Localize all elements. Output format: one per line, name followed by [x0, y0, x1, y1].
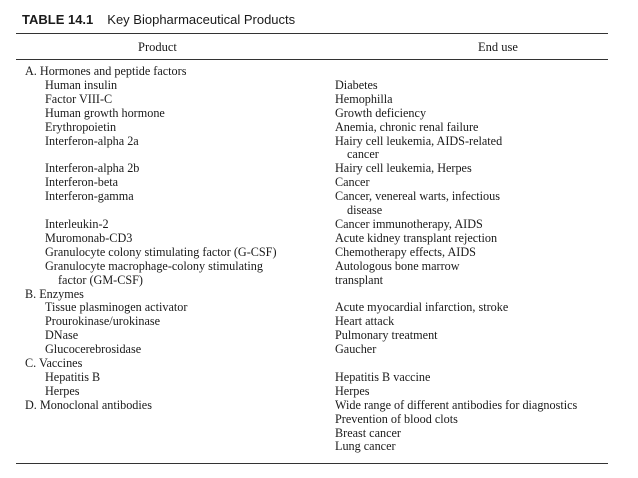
end-use-text: Lung cancer: [335, 439, 396, 454]
table-row: [0, 107, 638, 121]
product-cell: Interferon-alpha 2a: [45, 133, 139, 148]
end-use-text: Cancer immunotherapy, AIDS: [335, 216, 483, 231]
end-use-text: Cancer: [335, 175, 370, 190]
end-use-text: disease: [347, 203, 383, 218]
product-cell: Interleukin-2: [45, 216, 109, 231]
product-cell: Tissue plasminogen activator: [45, 300, 188, 315]
end-use-text: cancer: [347, 147, 379, 162]
end-use-cell: [311, 260, 626, 274]
section-heading: C. Vaccines: [25, 356, 83, 371]
end-use-cell: [311, 204, 626, 218]
table-row: [0, 79, 638, 93]
end-use-cell: [311, 385, 626, 399]
product-cell: Interferon-gamma: [45, 189, 134, 204]
product-cell: [0, 440, 311, 454]
end-use-text: Diabetes: [335, 77, 378, 92]
table-caption: [22, 12, 295, 27]
product-cell: Glucocerebrosidase: [45, 342, 142, 357]
product-cell: Muromonab-CD3: [45, 230, 133, 245]
table-number: TABLE 14.1: [22, 12, 94, 27]
end-use-text: Heart attack: [335, 314, 395, 329]
end-use-text: Hairy cell leukemia, AIDS-related: [335, 133, 503, 148]
section-heading: A. Hormones and peptide factors: [25, 64, 187, 78]
end-use-cell: [311, 148, 626, 162]
product-cell: Granulocyte macrophage-colony stimulating: [45, 258, 263, 273]
table-row: [0, 371, 638, 385]
end-use-cell: [311, 162, 626, 176]
end-use-cell: [311, 343, 626, 357]
product-cell: Herpes: [45, 383, 80, 398]
end-use-cell: [311, 107, 626, 121]
end-use-cell: [311, 357, 626, 371]
table-row: [0, 190, 638, 204]
end-use-cell: [311, 79, 626, 93]
end-use-cell: [311, 399, 626, 413]
table-row: [0, 232, 638, 246]
table-title: Key Biopharmaceutical Products: [107, 12, 296, 27]
section-heading: D. Monoclonal antibodies: [25, 397, 152, 412]
product-cell: Human insulin: [45, 77, 118, 92]
end-use-cell: [311, 440, 626, 454]
end-use-cell: [311, 65, 626, 79]
product-cell: factor (GM-CSF): [58, 272, 143, 287]
table-row: [0, 246, 638, 260]
table-row: [0, 121, 638, 135]
table-row: [0, 274, 638, 288]
table-row: [0, 288, 638, 302]
table-row: [0, 135, 638, 149]
end-use-text: Acute kidney transplant rejection: [335, 230, 498, 245]
table-row: [0, 427, 638, 441]
table-row: [0, 315, 638, 329]
end-use-cell: [311, 413, 626, 427]
end-use-cell: [311, 232, 626, 246]
end-use-text: Wide range of different antibodies for diagnostics: [335, 397, 578, 412]
product-cell: Interferon-alpha 2b: [45, 161, 140, 176]
table-row: [0, 301, 638, 315]
product-cell: Erythropoietin: [45, 119, 117, 134]
product-cell: Prourokinase/urokinase: [45, 314, 161, 329]
product-cell: Granulocyte colony stimulating factor (G-CSF): [45, 244, 277, 259]
header-rule: [16, 59, 608, 60]
bottom-rule: [16, 463, 608, 464]
product-cell: DNase: [45, 328, 79, 343]
end-use-cell: [311, 93, 626, 107]
table-row: [0, 413, 638, 427]
end-use-text: Breast cancer: [335, 425, 401, 440]
table-row: [0, 176, 638, 190]
product-cell: Factor VIII-C: [45, 91, 113, 106]
end-use-text: Anemia, chronic renal failure: [335, 119, 479, 134]
end-use-cell: [311, 315, 626, 329]
table-row: [0, 385, 638, 399]
end-use-text: Hairy cell leukemia, Herpes: [335, 161, 472, 176]
table-row: [0, 148, 638, 162]
product-cell: [0, 148, 311, 162]
table-row: [0, 399, 638, 413]
product-cell: Human growth hormone: [45, 105, 165, 120]
table-row: [0, 329, 638, 343]
product-cell: Interferon-beta: [45, 175, 119, 190]
table-row: [0, 93, 638, 107]
end-use-text: Hemophilla: [335, 91, 393, 106]
end-use-cell: [311, 329, 626, 343]
table-body: [0, 65, 638, 454]
end-use-text: Acute myocardial infarction, stroke: [335, 300, 509, 315]
top-rule: [16, 33, 608, 34]
end-use-cell: [311, 301, 626, 315]
product-cell: Hepatitis B: [45, 369, 101, 384]
end-use-cell: [311, 427, 626, 441]
end-use-text: Pulmonary treatment: [335, 328, 438, 343]
end-use-cell: [311, 190, 626, 204]
table-row: [0, 343, 638, 357]
table-row: [0, 357, 638, 371]
end-use-cell: [311, 288, 626, 302]
end-use-text: Autologous bone marrow: [335, 258, 460, 273]
end-use-cell: [311, 274, 626, 288]
table-row: [0, 260, 638, 274]
product-cell: [0, 413, 311, 427]
end-use-cell: [311, 246, 626, 260]
end-use-text: transplant: [335, 272, 384, 287]
end-use-text: Chemotherapy effects, AIDS: [335, 244, 476, 259]
end-use-text: Hepatitis B vaccine: [335, 369, 431, 384]
end-use-text: Prevention of blood clots: [335, 411, 458, 426]
end-use-cell: [311, 135, 626, 149]
table-row: [0, 162, 638, 176]
end-use-cell: [311, 218, 626, 232]
product-cell: [0, 204, 311, 218]
end-use-cell: [311, 176, 626, 190]
table-row: [0, 440, 638, 454]
end-use-cell: [311, 121, 626, 135]
table-row: [0, 204, 638, 218]
end-use-text: Growth deficiency: [335, 105, 427, 120]
section-heading: B. Enzymes: [25, 286, 84, 301]
column-header-product: Product: [138, 40, 177, 54]
table-row: [0, 65, 638, 79]
end-use-text: Gaucher: [335, 342, 377, 357]
end-use-text: Cancer, venereal warts, infectious: [335, 189, 500, 204]
table-row: [0, 218, 638, 232]
end-use-cell: [311, 371, 626, 385]
end-use-text: Herpes: [335, 383, 370, 398]
product-cell: [0, 427, 311, 441]
column-header-end-use: End use: [478, 40, 518, 54]
